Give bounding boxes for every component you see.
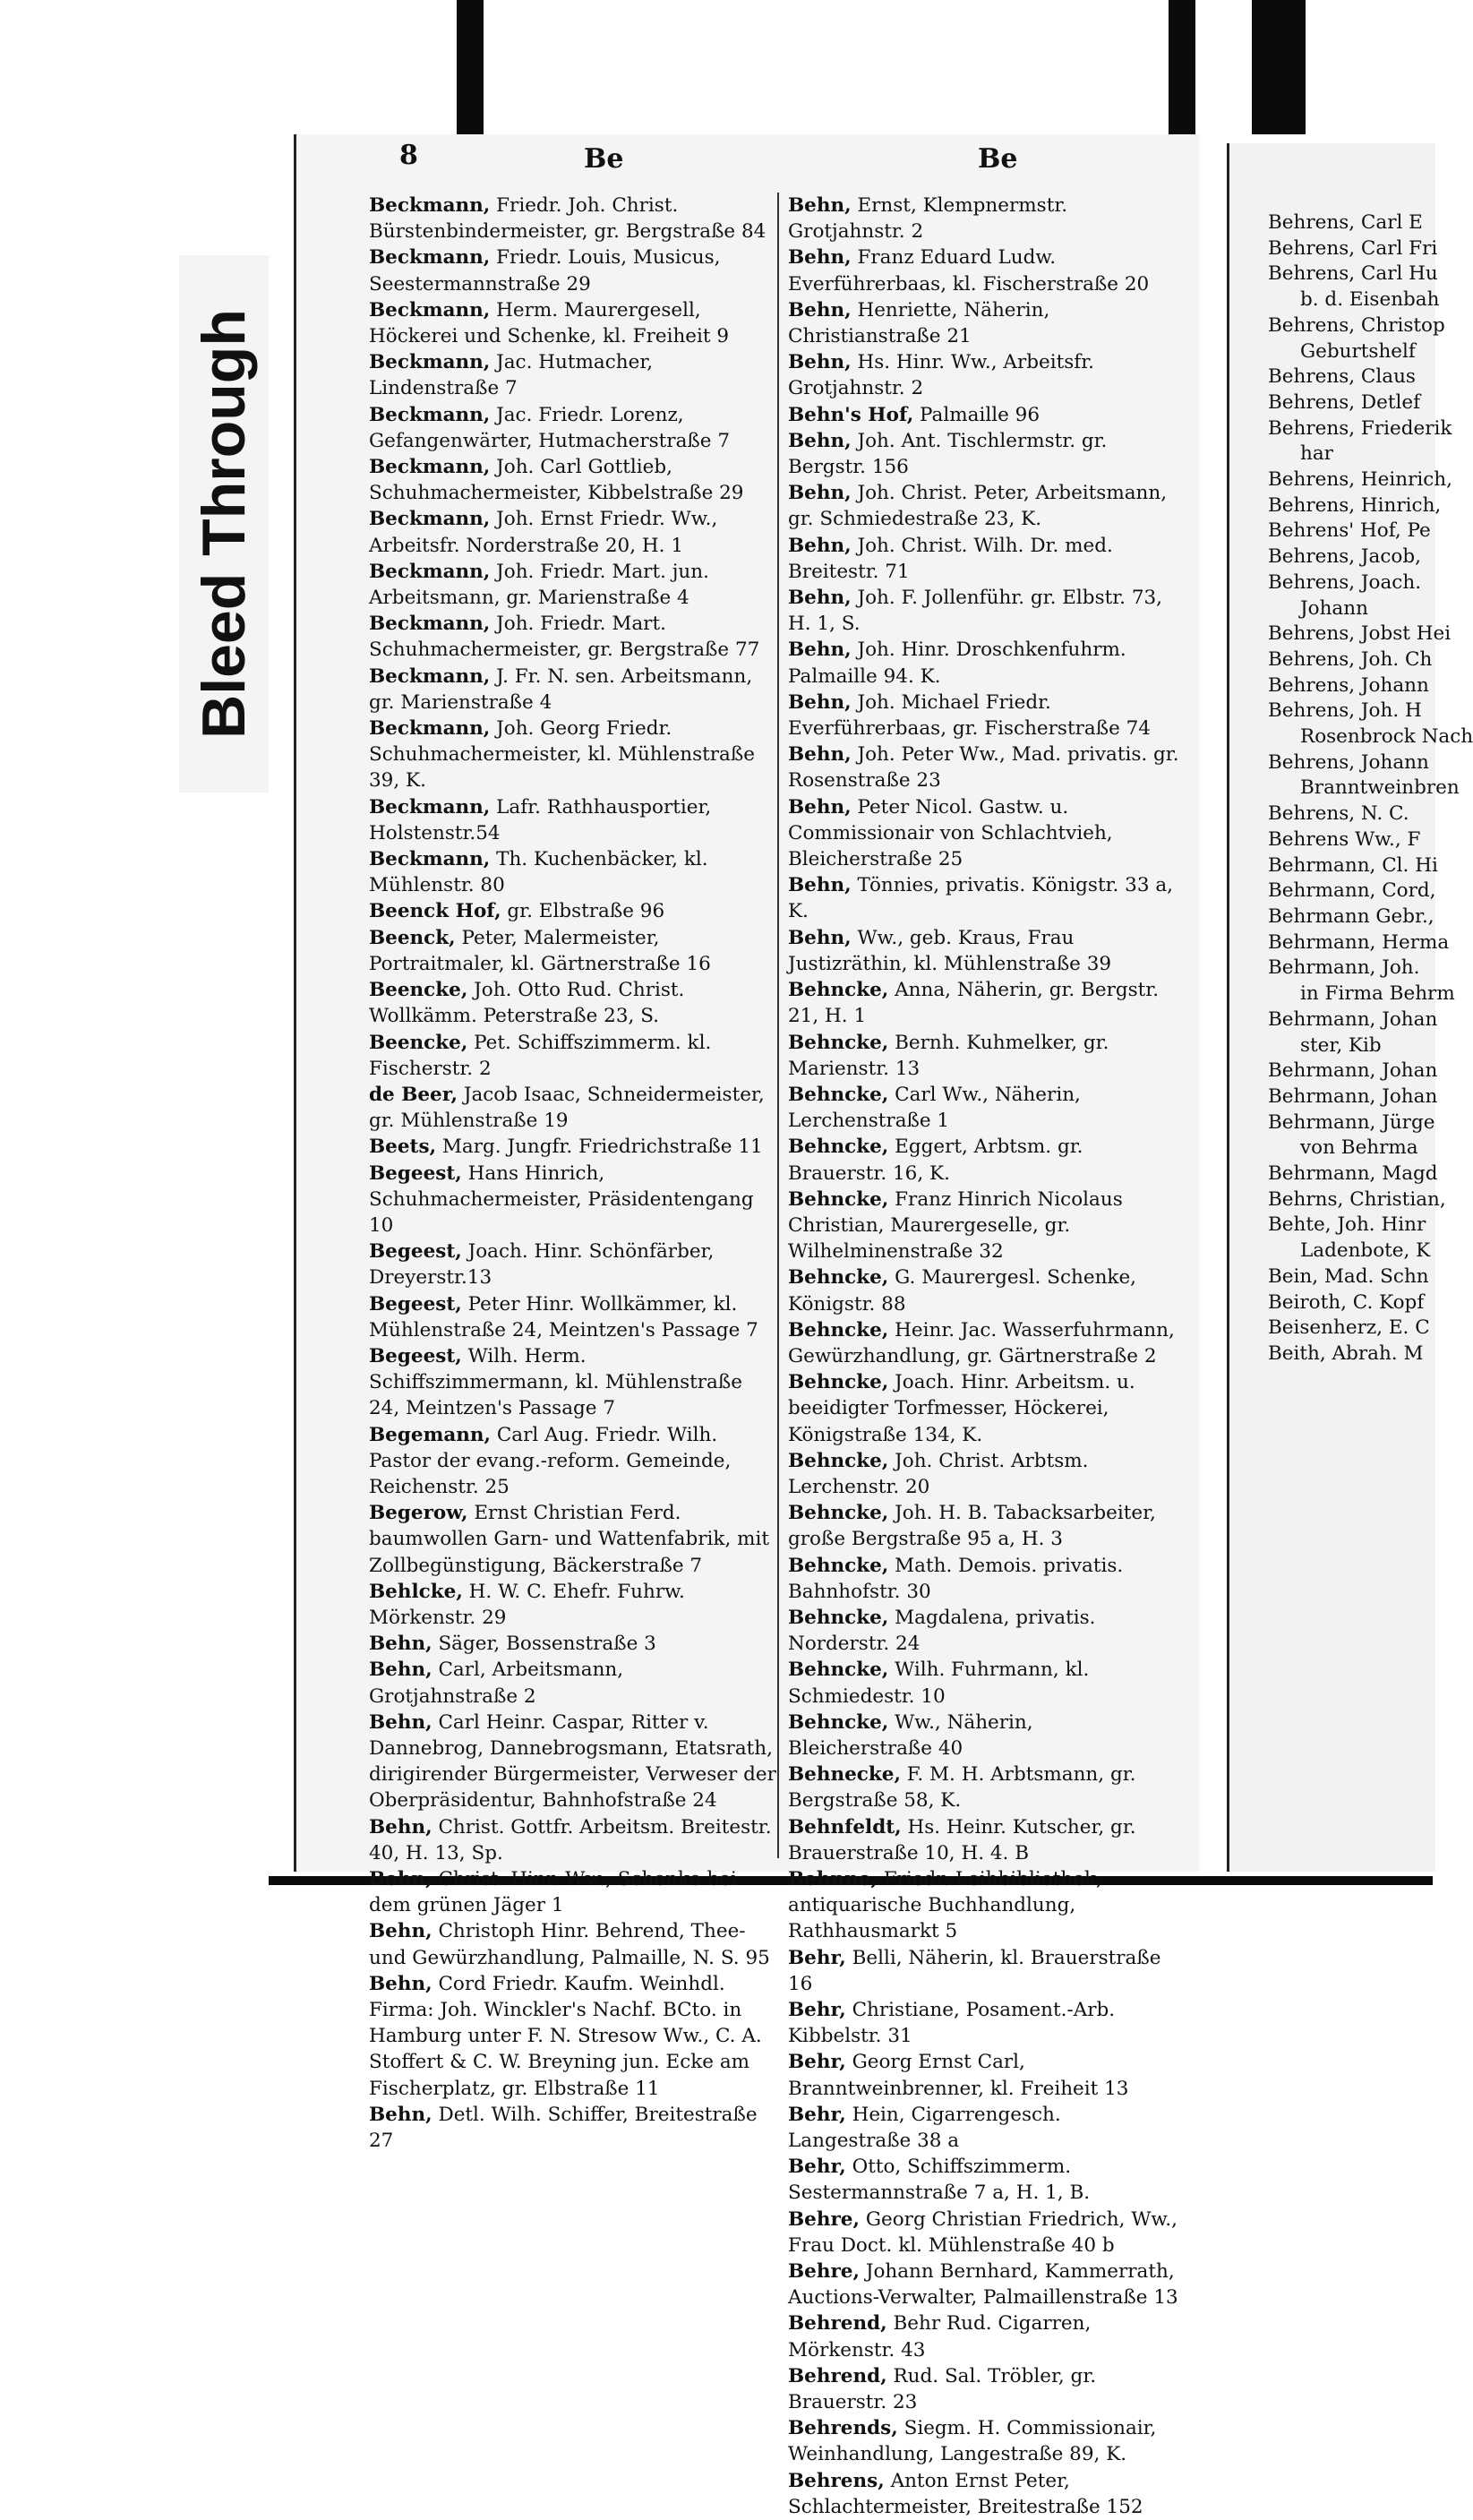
directory-entry <box>788 637 1182 689</box>
entry-details: Friedr. Joh. Christ. Bürstenbindermeister, gr. Bergstraße 84 <box>369 194 766 244</box>
entry-details: Rud. Sal. Tröbler, gr. Brauerstr. 23 <box>788 2364 1097 2414</box>
directory-entry <box>788 925 1182 977</box>
partial-entry: Behrns, Christian, <box>1268 1187 1446 1211</box>
entry-details: Joh. Ernst Friedr. Ww., Arbeitsfr. Norderstraße 20, H. 1 <box>369 508 718 557</box>
partial-entry: Beiroth, C. Kopf <box>1268 1290 1425 1314</box>
directory-entry <box>788 1369 1182 1448</box>
entry-details: Joh. Georg Friedr. Schuhmachermeister, kl. Mühlenstraße 39, K. <box>369 717 755 793</box>
directory-entry <box>788 741 1182 793</box>
partial-entry: Behrmann, Magd <box>1268 1162 1438 1186</box>
directory-entry <box>788 1448 1182 1500</box>
entry-surname: Behn, <box>788 534 852 557</box>
directory-entry <box>369 1579 778 1631</box>
directory-entry <box>788 690 1182 741</box>
entry-details: Joh. Christ. Wilh. Dr. med. Breitestr. 71 <box>788 534 1113 583</box>
entry-surname: Beets, <box>369 1136 437 1159</box>
directory-entry <box>369 454 778 506</box>
partial-entry: in Firma Behrm <box>1300 982 1455 1006</box>
partial-entry: Behrmann, Cl. Hi <box>1268 853 1438 877</box>
partial-entry: Behrens, Friederik <box>1268 416 1452 440</box>
entry-surname: Behn, <box>369 1710 432 1734</box>
directory-entry <box>788 2259 1182 2310</box>
directory-column-2 <box>788 193 1182 2520</box>
entry-surname: Begeest, <box>369 1292 462 1316</box>
column-header-2: Be <box>978 143 1018 175</box>
entry-details: Hs. Hinr. Ww., Arbeitsfr. Grotjahnstr. 2 <box>788 351 1094 400</box>
directory-entry <box>369 898 778 924</box>
directory-entry <box>788 349 1182 401</box>
entry-details: Ww., geb. Kraus, Frau Justizräthin, kl. Mühlenstraße 39 <box>788 926 1112 975</box>
partial-entry: ster, Kib <box>1300 1033 1382 1057</box>
entry-details: Tönnies, privatis. Königstr. 33 a, K. <box>788 874 1174 923</box>
column-header-1: Be <box>584 143 624 175</box>
partial-entry: Beith, Abrah. M <box>1268 1341 1424 1365</box>
entry-surname: Behr, <box>788 1999 846 2022</box>
scan-edge-top-middle <box>1169 0 1195 134</box>
partial-entry: Behrmann, Jürge <box>1268 1110 1435 1134</box>
directory-entry <box>788 2468 1182 2520</box>
entry-details: Belli, Näherin, kl. Brauerstraße 16 <box>788 1946 1161 1995</box>
entry-details: Christiane, Posament.-Arb. Kibbelstr. 31 <box>788 1999 1116 2048</box>
entry-surname: Behncke, <box>788 1659 889 1682</box>
entry-surname: Behncke, <box>788 979 889 1002</box>
directory-entry <box>369 716 778 794</box>
entry-surname: Begeest, <box>369 1344 462 1367</box>
directory-entry <box>788 533 1182 585</box>
partial-entry: Behrens, Christop <box>1268 313 1445 337</box>
entry-details: Ww., Näherin, Bleicherstraße 40 <box>788 1710 1033 1760</box>
directory-entry <box>788 1657 1182 1709</box>
page-number: 8 <box>399 140 418 171</box>
directory-entry <box>369 1971 778 2102</box>
partial-entry: Johann <box>1300 596 1368 620</box>
partial-entry: Behrens, Jobst Hei <box>1268 622 1452 646</box>
directory-entry <box>369 506 778 558</box>
entry-surname: Behncke, <box>788 1031 889 1054</box>
directory-entry <box>369 297 778 349</box>
entry-details: F. M. H. Arbtsmann, gr. Bergstraße 58, K. <box>788 1763 1136 1813</box>
entry-details: Anton Ernst Peter, Schlachtermeister, Breitestraße 152 <box>788 2469 1143 2518</box>
entry-surname: Behn, <box>369 1659 432 1682</box>
directory-entry <box>369 1134 778 1160</box>
directory-entry <box>369 664 778 716</box>
entry-surname: Behncke, <box>788 1449 889 1472</box>
directory-column-3-partial <box>1268 210 1473 1367</box>
entry-surname: Behncke, <box>788 1710 889 1734</box>
partial-entry: Behrens, Carl Fri <box>1268 236 1438 260</box>
entry-surname: Begeest, <box>369 1240 462 1264</box>
directory-entry <box>788 1134 1182 1186</box>
directory-entry <box>788 1814 1182 1866</box>
entry-surname: Behlcke, <box>369 1580 463 1603</box>
partial-entry: Behte, Joh. Hinr <box>1268 1213 1426 1237</box>
entry-details: Magdalena, privatis. Norderstr. 24 <box>788 1606 1096 1656</box>
partial-entry: Bein, Mad. Schn <box>1268 1264 1429 1288</box>
entry-surname: Beckmann, <box>369 194 491 217</box>
entry-details: Th. Kuchenbäcker, kl. Mühlenstr. 80 <box>369 848 708 897</box>
entry-surname: Behr, <box>788 1946 846 1969</box>
entry-surname: Behrend, <box>788 2364 887 2387</box>
directory-entry <box>788 1605 1182 1657</box>
entry-details: Christ. Hinr. Ww., Schenke bei dem grünen Jäger 1 <box>369 1868 737 1917</box>
entry-surname: Behnne, <box>788 1868 878 1890</box>
directory-entry <box>369 1918 778 1970</box>
partial-entry: Rosenbrock Nach <box>1300 725 1473 749</box>
partial-entry: Behrens, Detlef <box>1268 390 1421 414</box>
directory-entry <box>369 559 778 611</box>
entry-surname: Behn, <box>788 246 852 270</box>
entry-surname: Behr, <box>788 2103 846 2126</box>
entry-details: Franz Hinrich Nicolaus Christian, Maurergeselle, gr. Wilhelminenstraße 32 <box>788 1187 1123 1264</box>
directory-entry <box>369 349 778 401</box>
entry-details: Carl Heinr. Caspar, Ritter v. Dannebrog, Dannebrogsmann, Etatsrath, dirigirender Bürgermeister, Verweser der Oberpräsidentur, Bahnhofstraße 24 <box>369 1710 776 1813</box>
entry-details: Herm. Maurergesell, Höckerei und Schenke, kl. Freiheit 9 <box>369 298 730 348</box>
partial-entry: b. d. Eisenbah <box>1300 288 1440 312</box>
partial-entry: Behrens, Joh. Ch <box>1268 647 1433 671</box>
directory-entry <box>369 193 778 244</box>
directory-entry <box>788 1997 1182 2049</box>
entry-surname: Behn, <box>788 926 852 949</box>
partial-entry: Behrens, Joh. H <box>1268 699 1422 723</box>
directory-entry <box>369 1161 778 1239</box>
entry-surname: Behn, <box>788 194 852 217</box>
entry-surname: Behn, <box>788 482 852 505</box>
entry-details: Carl Ww., Näherin, Lerchenstraße 1 <box>788 1083 1081 1133</box>
entry-details: Peter, Malermeister, Portraitmaler, kl. Gärtnerstraße 16 <box>369 926 711 975</box>
entry-surname: Behn, <box>369 1920 432 1943</box>
entry-surname: Behrends, <box>788 2417 898 2440</box>
directory-entry <box>788 402 1182 428</box>
directory-entry <box>788 2363 1182 2415</box>
entry-surname: Behncke, <box>788 1136 889 1159</box>
entry-details: Math. Demois. privatis. Bahnhofstr. 30 <box>788 1554 1124 1603</box>
entry-surname: Behn, <box>788 690 852 714</box>
entry-surname: Behn, <box>788 587 852 610</box>
directory-entry <box>788 1761 1182 1813</box>
entry-surname: Behn, <box>369 1868 432 1890</box>
partial-entry: Behrmann, Johan <box>1268 1059 1438 1083</box>
partial-entry: Behrens, N. C. <box>1268 802 1409 826</box>
directory-entry <box>369 1710 778 1814</box>
partial-entry: Behrmann, Johan <box>1268 1007 1438 1031</box>
directory-entry <box>788 1553 1182 1605</box>
entry-details: Siegm. H. Commissionair, Weinhandlung, Langestraße 89, K. <box>788 2417 1157 2466</box>
entry-details: Lafr. Rathhausportier, Holstenstr.54 <box>369 795 712 844</box>
directory-entry <box>788 585 1182 637</box>
entry-details: Joh. Carl Gottlieb, Schuhmachermeister, Kibbelstraße 29 <box>369 456 744 505</box>
entry-surname: Behre, <box>788 2207 860 2231</box>
directory-entry <box>788 2415 1182 2467</box>
entry-details: Friedr. Louis, Musicus, Seestermannstraße 29 <box>369 246 721 296</box>
directory-entry <box>788 2310 1182 2362</box>
entry-surname: Behn, <box>788 298 852 321</box>
directory-entry <box>788 1500 1182 1552</box>
entry-details: Heinr. Jac. Wasserfuhrmann, Gewürzhandlung, gr. Gärtnerstraße 2 <box>788 1318 1175 1367</box>
partial-entry: har <box>1300 442 1333 466</box>
partial-entry: Beisenherz, E. C <box>1268 1316 1430 1340</box>
entry-surname: Behnfeldt, <box>788 1815 902 1839</box>
entry-details: Joach. Hinr. Schönfärber, Dreyerstr.13 <box>369 1240 715 1290</box>
directory-entry <box>369 794 778 846</box>
directory-entry <box>788 244 1182 296</box>
entry-surname: Behr, <box>788 2051 846 2074</box>
partial-entry: Behrmann, Joh. <box>1268 956 1420 980</box>
entry-details: Anna, Näherin, gr. Bergstr. 21, H. 1 <box>788 979 1160 1028</box>
entry-details: Joh. Christ. Peter, Arbeitsmann, gr. Schmiedestraße 23, K. <box>788 482 1168 531</box>
partial-entry: Behrens, Claus <box>1268 365 1416 389</box>
entry-surname: Beckmann, <box>369 508 491 531</box>
entry-details: Jac. Friedr. Lorenz, Gefangenwärter, Hutmacherstraße 7 <box>369 403 730 452</box>
entry-details: Cord Friedr. Kaufm. Weinhdl. Firma: Joh. Winckler's Nachf. BCto. in Hamburg unter F. N. Stresow Ww., C. A. Stoffert & C. W. Breyning jun. Ecke am Fischerplatz, gr. Elbstraße 11 <box>369 1972 762 2100</box>
entry-surname: Behncke, <box>788 1318 889 1341</box>
directory-entry <box>788 872 1182 924</box>
partial-entry: Behrens, Jacob, <box>1268 545 1421 569</box>
partial-entry: Geburtshelf <box>1300 339 1416 363</box>
entry-surname: Behncke, <box>788 1187 889 1211</box>
entry-surname: Beenck Hof, <box>369 900 501 923</box>
partial-entry: Behrmann, Cord, <box>1268 879 1436 903</box>
directory-entry <box>369 1631 778 1657</box>
directory-entry <box>369 1657 778 1709</box>
entry-details: Joh. Michael Friedr. Everführerbaas, gr. Fischerstraße 74 <box>788 690 1151 741</box>
entry-surname: Behn, <box>369 1815 432 1839</box>
directory-entry <box>369 846 778 898</box>
entry-details: Detl. Wilh. Schiffer, Breitestraße 27 <box>369 2103 758 2153</box>
entry-details: Joh. Friedr. Mart. jun. Arbeitsmann, gr. Marienstraße 4 <box>369 560 709 610</box>
entry-surname: Behn, <box>788 429 852 452</box>
partial-entry: Behrens, Carl E <box>1268 211 1423 234</box>
entry-details: Wilh. Fuhrmann, kl. Schmiedestr. 10 <box>788 1659 1090 1708</box>
entry-details: Henriette, Näherin, Christianstraße 21 <box>788 298 1050 348</box>
entry-surname: Beenck, <box>369 926 456 949</box>
entry-surname: Behn, <box>788 351 852 374</box>
directory-entry <box>788 428 1182 480</box>
entry-surname: Behncke, <box>788 1606 889 1629</box>
directory-entry <box>788 2207 1182 2259</box>
entry-surname: Behr, <box>788 2156 846 2179</box>
partial-entry: Behrmann, Herma <box>1268 930 1450 954</box>
partial-entry: Behrmann, Johan <box>1268 1084 1438 1108</box>
entry-details: Hs. Heinr. Kutscher, gr. Brauerstraße 10, H. 4. B <box>788 1815 1136 1864</box>
entry-surname: Beckmann, <box>369 664 491 688</box>
partial-entry: Branntweinbren <box>1300 776 1460 800</box>
directory-column-1 <box>369 193 778 2154</box>
entry-surname: de Beer, <box>369 1083 458 1106</box>
entry-surname: Behncke, <box>788 1502 889 1525</box>
directory-entry <box>788 794 1182 873</box>
directory-entry <box>369 1343 778 1422</box>
entry-surname: Behn, <box>369 2103 432 2126</box>
entry-details: J. Fr. N. sen. Arbeitsmann, gr. Marienstraße 4 <box>369 664 753 714</box>
directory-entry <box>788 1866 1182 1945</box>
directory-entry <box>369 2102 778 2154</box>
entry-details: Joh. Ant. Tischlermstr. gr. Bergstr. 156 <box>788 429 1108 479</box>
entry-details: Hans Hinrich, Schuhmachermeister, Präsidentengang 10 <box>369 1161 754 1237</box>
entry-surname: Beckmann, <box>369 717 491 741</box>
entry-details: Ernst, Klempnermstr. Grotjahnstr. 2 <box>788 194 1068 244</box>
directory-entry <box>788 297 1182 349</box>
entry-surname: Behn, <box>788 639 852 662</box>
entry-details: Joh. H. B. Tabacksarbeiter, große Bergstraße 95 a, H. 3 <box>788 1502 1156 1551</box>
directory-entry <box>788 1710 1182 1761</box>
entry-details: Peter Hinr. Wollkämmer, kl. Mühlenstraße 24, Meintzen's Passage 7 <box>369 1292 758 1341</box>
entry-details: Friedr. Leihbibliothek, antiquarische Buchhandlung, Rathhausmarkt 5 <box>788 1868 1102 1943</box>
directory-entry <box>369 1030 778 1082</box>
entry-surname: Beckmann, <box>369 351 491 374</box>
entry-surname: Beckmann, <box>369 246 491 270</box>
directory-entry <box>788 480 1182 532</box>
entry-surname: Beckmann, <box>369 795 491 819</box>
entry-surname: Behn, <box>788 795 852 819</box>
directory-entry <box>369 244 778 296</box>
directory-entry <box>788 2154 1182 2206</box>
partial-entry: Behrens, Johann <box>1268 673 1429 697</box>
entry-details: Pet. Schiffszimmerm. kl. Fischerstr. 2 <box>369 1031 712 1080</box>
directory-entry <box>788 1945 1182 1997</box>
entry-surname: Beckmann, <box>369 456 491 479</box>
directory-entry <box>369 977 778 1029</box>
entry-surname: Behncke, <box>788 1554 889 1577</box>
directory-entry <box>369 611 778 663</box>
partial-entry: Behrens Ww., F <box>1268 827 1421 851</box>
entry-details: Joh. Friedr. Mart. Schuhmachermeister, gr. Bergstraße 77 <box>369 613 760 662</box>
entry-details: Wilh. Herm. Schiffszimmermann, kl. Mühlenstraße 24, Meintzen's Passage 7 <box>369 1344 742 1420</box>
directory-entry <box>369 1422 778 1501</box>
partial-entry: Behrens, Joach. <box>1268 570 1422 594</box>
directory-entry <box>788 1264 1182 1316</box>
entry-details: Georg Christian Friedrich, Ww., Frau Doct. kl. Mühlenstraße 40 b <box>788 2207 1178 2257</box>
entry-details: Otto, Schiffszimmerm. Sestermannstraße 7 a, H. 1, B. <box>788 2156 1091 2205</box>
entry-surname: Behncke, <box>788 1371 889 1394</box>
entry-surname: Behn, <box>369 1633 432 1656</box>
entry-details: Jacob Isaac, Schneidermeister, gr. Mühlenstraße 19 <box>369 1083 765 1133</box>
entry-surname: Beencke, <box>369 1031 468 1054</box>
entry-surname: Beckmann, <box>369 298 491 321</box>
entry-details: Christ. Gottfr. Arbeitsm. Breitestr. 40, H. 13, Sp. <box>369 1815 772 1864</box>
entry-details: gr. Elbstraße 96 <box>507 900 665 923</box>
entry-details: Georg Ernst Carl, Branntweinbrenner, kl. Freiheit 13 <box>788 2051 1129 2100</box>
entry-details: Säger, Bossenstraße 3 <box>438 1633 656 1656</box>
entry-surname: Begeest, <box>369 1161 462 1185</box>
directory-entry <box>788 1317 1182 1369</box>
directory-entry <box>369 1814 778 1866</box>
directory-entry <box>369 925 778 977</box>
partial-entry: von Behrma <box>1300 1136 1418 1160</box>
entry-surname: Behrens, <box>788 2469 885 2492</box>
entry-details: H. W. C. Ehefr. Fuhrw. Mörkenstr. 29 <box>369 1580 685 1629</box>
entry-surname: Behn, <box>369 1972 432 1995</box>
directory-entry <box>369 1291 778 1343</box>
partial-entry: Behrens, Heinrich, <box>1268 468 1452 492</box>
partial-entry: Behrens, Hinrich, <box>1268 493 1442 517</box>
entry-details: Marg. Jungfr. Friedrichstraße 11 <box>441 1136 763 1159</box>
directory-entry <box>369 1082 778 1134</box>
entry-surname: Beencke, <box>369 979 468 1002</box>
entry-details: Jac. Hutmacher, Lindenstraße 7 <box>369 351 654 400</box>
entry-surname: Behre, <box>788 2260 860 2284</box>
directory-entry <box>788 193 1182 244</box>
entry-surname: Beckmann, <box>369 613 491 636</box>
entry-details: Joh. F. Jollenführ. gr. Elbstr. 73, H. 1, S. <box>788 587 1163 636</box>
directory-entry <box>369 402 778 454</box>
entry-surname: Behncke, <box>788 1083 889 1106</box>
partial-entry: Behrens' Hof, Pe <box>1268 519 1431 543</box>
partial-entry: Behrens, Johann <box>1268 750 1429 774</box>
entry-surname: Begemann, <box>369 1423 491 1446</box>
bleed-through-label: Bleed Through <box>190 309 258 739</box>
directory-entry <box>369 1239 778 1290</box>
entry-details: Joh. Christ. Arbtsm. Lerchenstr. 20 <box>788 1449 1089 1498</box>
entry-details: Palmaille 96 <box>920 403 1040 426</box>
scan-edge-top-right <box>1252 0 1306 134</box>
entry-surname: Behn's Hof, <box>788 403 914 426</box>
entry-surname: Behn, <box>788 874 852 897</box>
entry-details: Hein, Cigarrengesch. Langestraße 38 a <box>788 2103 1061 2153</box>
entry-surname: Behnecke, <box>788 1763 901 1787</box>
entry-details: Bernh. Kuhmelker, gr. Marienstr. 13 <box>788 1031 1109 1080</box>
partial-entry: Behrmann Gebr., <box>1268 904 1434 928</box>
entry-surname: Behrend, <box>788 2312 887 2336</box>
entry-details: Ernst Christian Ferd. baumwollen Garn- und Wattenfabrik, mit Zollbegünstigung, Bäckerstraße 7 <box>369 1502 770 1577</box>
entry-details: Joh. Otto Rud. Christ. Wollkämm. Peterstraße 23, S. <box>369 979 685 1028</box>
entry-details: Peter Nicol. Gastw. u. Commissionair von Schlachtvieh, Bleicherstraße 25 <box>788 795 1113 871</box>
entry-details: Carl, Arbeitsmann, Grotjahnstraße 2 <box>369 1659 624 1708</box>
entry-surname: Begerow, <box>369 1502 468 1525</box>
entry-details: Joach. Hinr. Arbeitsm. u. beeidigter Torfmesser, Höckerei, Königstraße 134, K. <box>788 1371 1135 1446</box>
directory-entry <box>788 1030 1182 1082</box>
entry-surname: Behn, <box>788 743 852 767</box>
directory-entry <box>788 1082 1182 1134</box>
directory-entry <box>788 977 1182 1029</box>
directory-entry <box>369 1500 778 1579</box>
entry-details: Eggert, Arbtsm. gr. Brauerstr. 16, K. <box>788 1136 1083 1185</box>
scan-edge-top-left <box>457 0 484 134</box>
entry-surname: Beckmann, <box>369 560 491 583</box>
entry-details: G. Maurergesl. Schenke, Königstr. 88 <box>788 1266 1136 1316</box>
directory-entry <box>788 1187 1182 1265</box>
entry-details: Franz Eduard Ludw. Everführerbaas, kl. Fischerstraße 20 <box>788 246 1150 296</box>
entry-surname: Beckmann, <box>369 848 491 871</box>
entry-surname: Behncke, <box>788 1266 889 1290</box>
directory-entry <box>369 1866 778 1918</box>
entry-details: Carl Aug. Friedr. Wilh. Pastor der evang.-reform. Gemeinde, Reichenstr. 25 <box>369 1423 732 1498</box>
entry-details: Joh. Peter Ww., Mad. privatis. gr. Rosenstraße 23 <box>788 743 1179 793</box>
directory-entry <box>788 2049 1182 2101</box>
entry-details: Johann Bernhard, Kammerrath, Auctions-Verwalter, Palmaillenstraße 13 <box>788 2260 1178 2310</box>
entry-details: Joh. Hinr. Droschkenfuhrm. Palmaille 94. K. <box>788 639 1126 688</box>
entry-surname: Beckmann, <box>369 403 491 426</box>
partial-entry: Ladenbote, K <box>1300 1239 1431 1263</box>
directory-entry <box>788 2102 1182 2154</box>
entry-details: Behr Rud. Cigarren, Mörkenstr. 43 <box>788 2312 1092 2361</box>
entry-details: Christoph Hinr. Behrend, Thee- und Gewürzhandlung, Palmaille, N. S. 95 <box>369 1920 770 1969</box>
partial-entry: Behrens, Carl Hu <box>1268 262 1438 286</box>
